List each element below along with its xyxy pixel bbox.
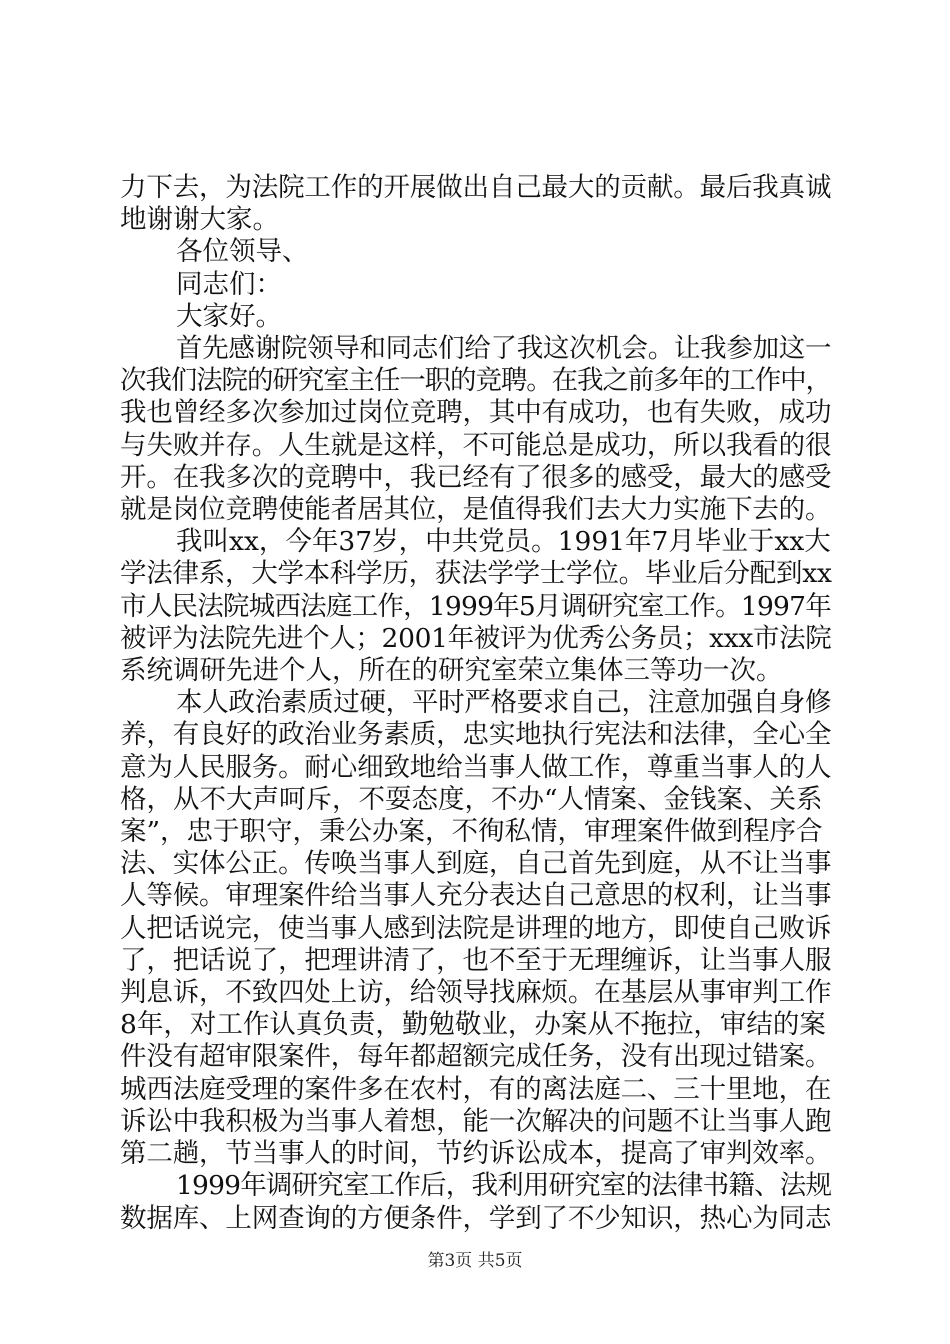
text-line: 法、实体公正。传唤当事人到庭，自己首先到庭，从不让当事 bbox=[120, 848, 832, 880]
text-line: 就是岗位竞聘使能者居其位，是值得我们去大力实施下去的。 bbox=[120, 494, 832, 526]
text-line: 被评为法院先进个人；2001年被评为优秀公务员；xxx市法院 bbox=[120, 622, 832, 654]
text-line: 数据库、上网查询的方便条件，学到了不少知识，热心为同志 bbox=[120, 1202, 832, 1234]
text-line: 开。在我多次的竞聘中，我已经有了很多的感受，最大的感受 bbox=[120, 461, 832, 493]
text-line: 8年，对工作认真负责，勤勉敬业，办案从不拖拉，审结的案 bbox=[120, 1009, 826, 1041]
text-line: 了，把话说了，把理讲清了，也不至于无理缠诉，让当事人服 bbox=[120, 944, 832, 976]
text-line: 力下去，为法院工作的开展做出自己最大的贡献。最后我真诚 bbox=[120, 172, 832, 203]
text-line: 与失败并存。人生就是这样，不可能总是成功，所以我看的很 bbox=[120, 429, 832, 461]
text-line: 首先感谢院领导和同志们给了我这次机会。让我参加这一 bbox=[176, 333, 832, 365]
text-line: 件没有超审限案件，每年都超额完成任务，没有出现过错案。 bbox=[120, 1041, 832, 1073]
text-line: 人把话说完，使当事人感到法院是讲理的地方，即使自己败诉 bbox=[120, 912, 832, 944]
text-line: 诉讼中我积极为当事人着想，能一次解决的问题不让当事人跑 bbox=[120, 1105, 832, 1137]
text-line: 格，从不大声呵斥，不耍态度，不办“人情案、金钱案、关系 bbox=[120, 783, 823, 815]
text-line: 我叫xx，今年37岁，中共党员。1991年7月毕业于xx大 bbox=[176, 526, 831, 558]
text-line: 本人政治素质过硬，平时严格要求自己，注意加强自身修 bbox=[176, 687, 832, 719]
text-line: 判息诉，不致四处上访，给领导找麻烦。在基层从事审判工作 bbox=[120, 977, 832, 1009]
text-line: 次我们法院的研究室主任一职的竞聘。在我之前多年的工作中， bbox=[120, 365, 831, 397]
text-line: 系统调研先进个人，所在的研究室荣立集体三等功一次。 bbox=[120, 655, 783, 687]
text-line: 我也曾经多次参加过岗位竞聘，其中有成功，也有失败，成功 bbox=[120, 397, 832, 429]
text-line: 同志们： bbox=[176, 268, 282, 300]
text-line: 市人民法院城西法庭工作，1999年5月调研究室工作。1997年 bbox=[120, 590, 831, 622]
text-line: 案”，忠于职守，秉公办案，不徇私情，审理案件做到程序合 bbox=[120, 816, 823, 848]
document-body bbox=[120, 172, 832, 1235]
page-footer: 第3页 共5页 bbox=[427, 1251, 523, 1271]
text-line: 学法律系，大学本科学历，获法学学士学位。毕业后分配到xx bbox=[120, 558, 832, 590]
text-line: 1999年调研究室工作后，我利用研究室的法律书籍、法规 bbox=[176, 1170, 832, 1202]
text-line: 人等候。审理案件给当事人充分表达自己意思的权利，让当事 bbox=[120, 880, 832, 912]
text-line: 大家好。 bbox=[176, 300, 282, 332]
text-line: 各位领导、 bbox=[176, 236, 309, 268]
text-line: 养，有良好的政治业务素质，忠实地执行宪法和法律，全心全 bbox=[120, 719, 832, 751]
text-line: 地谢谢大家。 bbox=[120, 204, 279, 236]
text-line: 意为人民服务。耐心细致地给当事人做工作，尊重当事人的人 bbox=[120, 751, 832, 783]
text-line: 城西法庭受理的案件多在农村，有的离法庭二、三十里地，在 bbox=[120, 1073, 832, 1105]
text-line: 第二趟，节当事人的时间，节约诉讼成本，提高了审判效率。 bbox=[120, 1138, 832, 1170]
